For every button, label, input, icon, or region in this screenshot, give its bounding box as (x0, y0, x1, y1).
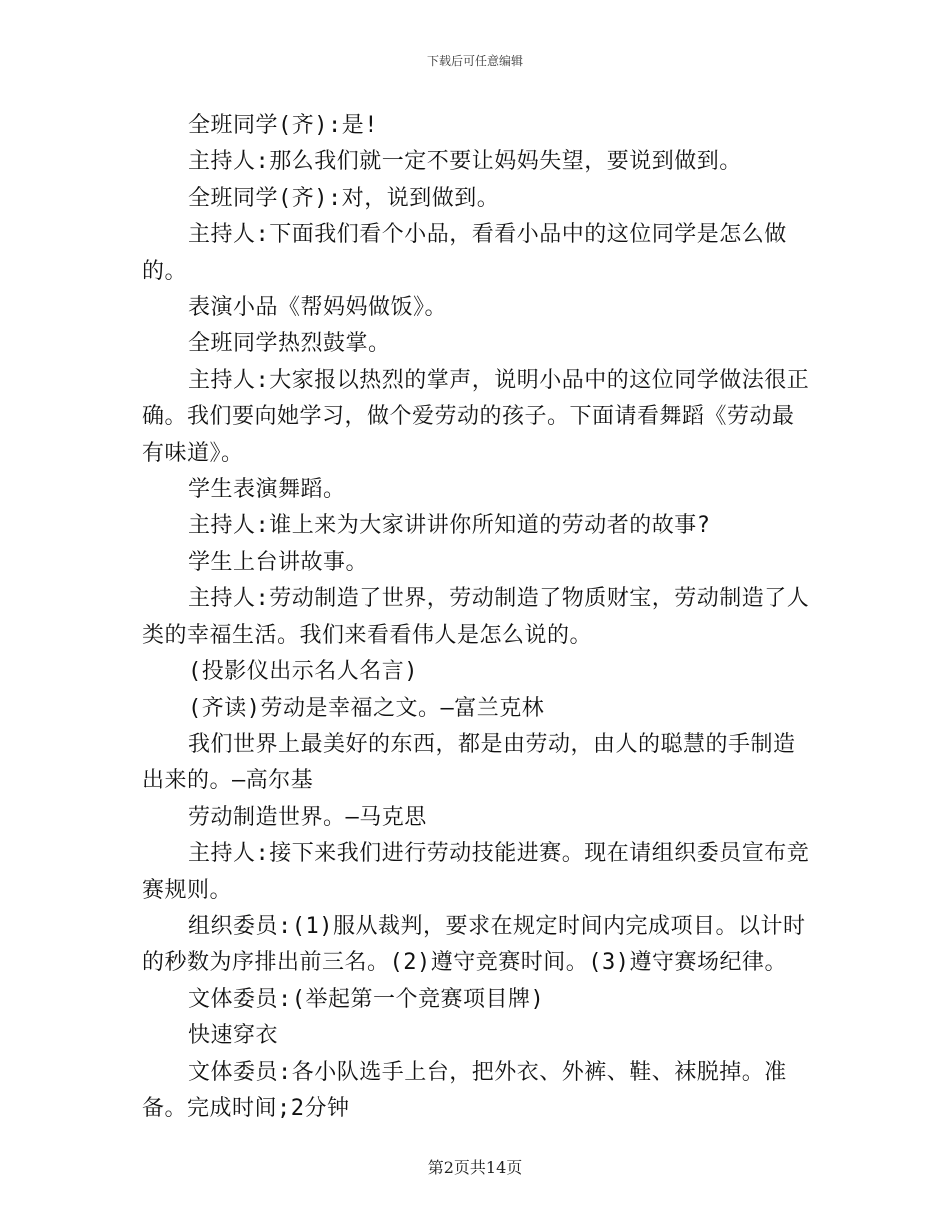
paragraph: 我们世界上最美好的东西，都是由劳动，由人的聪慧的手制造出来的。—高尔基 (142, 731, 796, 794)
paragraph: 主持人:下面我们看个小品，看看小品中的这位同学是怎么做的。 (142, 222, 787, 284)
paragraph: 全班同学热烈鼓掌。 (188, 331, 391, 357)
paragraph: (齐读)劳动是幸福之文。—富兰克林 (188, 695, 545, 721)
paragraph: 主持人:大家报以热烈的掌声，说明小品中的这位同学做法很正确。我们要向她学习，做个爱劳动的孩子。下面请看舞蹈《劳动最有味道》。 (142, 367, 810, 466)
page-number: 第2页共14页 (427, 1158, 523, 1177)
paragraph: 全班同学(齐):是! (188, 113, 378, 138)
paragraph: 文体委员:各小队选手上台，把外衣、外裤、鞋、袜脱掉。准备。完成时间;2分钟 (142, 1059, 787, 1121)
paragraph: 学生上台讲故事。 (188, 549, 369, 575)
paragraph: 劳动制造世界。—马克思 (188, 804, 427, 830)
document-body (142, 108, 812, 1127)
paragraph: 主持人:劳动制造了世界，劳动制造了物质财宝，劳动制造了人类的幸福生活。我们来看看伟人是怎么说的。 (142, 586, 810, 648)
paragraph: 表演小品《帮妈妈做饭》。 (188, 295, 448, 321)
paragraph: 文体委员:(举起第一个竞赛项目牌) (188, 986, 545, 1012)
paragraph: 学生表演舞蹈。 (188, 477, 346, 503)
paragraph: 组织委员:(1)服从裁判，要求在规定时间内完成项目。以计时的秒数为序排出前三名。(2)遵守竞赛时间。(3)遵守赛场纪律。 (142, 913, 806, 976)
paragraph: 主持人:谁上来为大家讲讲你所知道的劳动者的故事? (188, 513, 711, 539)
paragraph: (投影仪出示名人名言) (188, 659, 418, 685)
paragraph: 全班同学(齐):对，说到做到。 (188, 185, 500, 211)
page-header-note: 下载后可任意编辑 (426, 54, 523, 68)
paragraph: 主持人:那么我们就一定不要让妈妈失望，要说到做到。 (188, 149, 742, 175)
paragraph: 快速穿衣 (188, 1023, 279, 1049)
paragraph: 主持人:接下来我们进行劳动技能进赛。现在请组织委员宣布竞赛规则。 (142, 841, 810, 903)
